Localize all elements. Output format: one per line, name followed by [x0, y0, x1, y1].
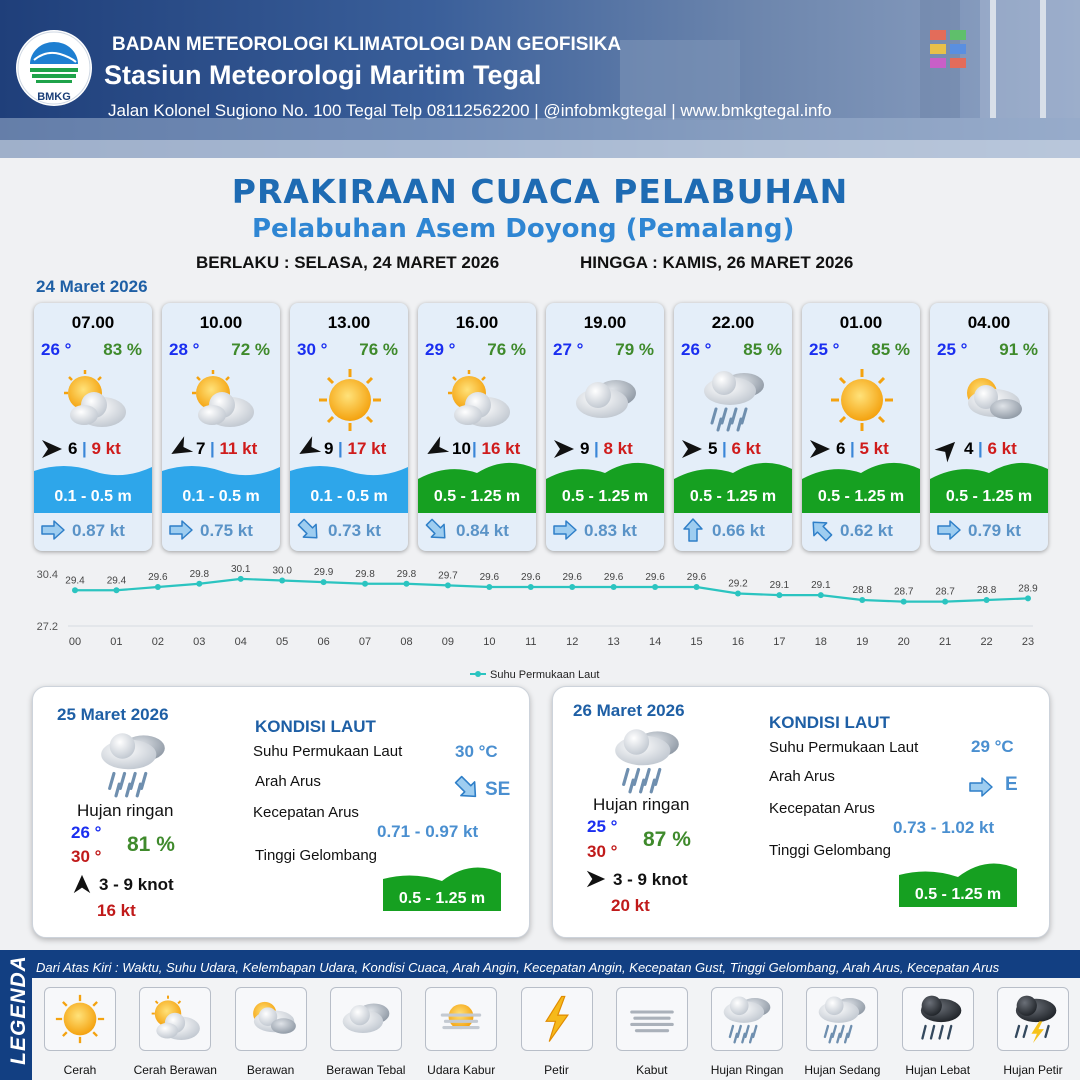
day3-panel [552, 686, 1050, 938]
day3-current-speed: 0.73 - 1.02 kt [893, 818, 995, 837]
legend-item-label: Hujan Lebat [905, 1063, 971, 1077]
east-arrow-icon [680, 437, 704, 461]
legend-item-cerah [44, 987, 116, 1051]
y-tick-label: 27.2 [36, 621, 58, 633]
data-label: 29.6 [562, 572, 582, 583]
data-point [611, 584, 617, 590]
day3-wave-label: Tinggi Gelombang [769, 842, 892, 859]
day3-condition: Hujan ringan [593, 795, 690, 814]
svg-text:BMKG: BMKG [37, 91, 71, 103]
up-arrow-icon [681, 517, 705, 543]
data-label: 29.6 [603, 572, 624, 583]
forecast-humidity: 76 % [487, 340, 526, 359]
data-label: 29.8 [355, 568, 375, 580]
forecast-gust-value: 5 kt [859, 439, 889, 458]
forecast-current-speed: 0.79 kt [968, 521, 1021, 540]
forecast-time: 19.00 [583, 313, 627, 332]
x-tick-label: 01 [110, 636, 123, 648]
right-arrow-icon [552, 518, 578, 542]
berawan-icon [243, 993, 299, 1045]
data-label: 29.6 [521, 572, 541, 583]
forecast-gust: | 17 kt [338, 439, 387, 458]
forecast-gust-value: 9 kt [91, 439, 121, 458]
data-label: 29.6 [686, 572, 707, 583]
x-tick-label: 08 [400, 636, 413, 648]
x-tick-label: 18 [814, 636, 827, 648]
right-arrow-icon [936, 518, 962, 542]
organization-name: BADAN METEOROLOGI KLIMATOLOGI DAN GEOFISIKA [112, 34, 622, 55]
forecast-wind-speed: 5 [708, 439, 718, 458]
forecast-temperature: 25 ° [809, 340, 840, 359]
day2-temp-max: 30 ° [71, 847, 102, 866]
data-point [1025, 595, 1031, 601]
x-tick-label: 19 [856, 636, 869, 648]
forecast-humidity: 85 % [743, 340, 782, 359]
legend-item-kabut [616, 987, 688, 1051]
data-label: 29.6 [479, 572, 500, 583]
data-point [859, 597, 865, 603]
data-point [155, 584, 161, 590]
forecast-current-speed: 0.83 kt [584, 521, 637, 540]
petir-icon [529, 993, 585, 1045]
kabut-icon [624, 993, 680, 1045]
x-tick-label: 09 [441, 636, 455, 648]
chart-legend-label: Suhu Permukaan Laut [490, 669, 600, 681]
header-banner [0, 0, 1080, 158]
cerah-berawan-icon [186, 367, 258, 433]
data-point [445, 582, 451, 588]
forecast-wind-speed: 7 [196, 439, 206, 458]
legend-item-hujan-ringan [711, 987, 783, 1051]
forecast-wind-speed: 4 [964, 439, 974, 458]
forecast-humidity: 83 % [103, 340, 142, 359]
udara-kabur-icon [433, 993, 489, 1045]
right-arrow-icon [967, 775, 995, 799]
data-point [694, 584, 700, 590]
legend-item-udara-kabur [425, 987, 497, 1051]
forecast-gust: | 5 kt [850, 439, 889, 458]
forecast-temperature: 29 ° [425, 340, 456, 359]
x-tick-label: 00 [68, 636, 82, 648]
forecast-time: 01.00 [839, 313, 883, 332]
down-right-arrow-icon [291, 512, 326, 547]
data-point [72, 587, 78, 593]
day2-wave-label: Tinggi Gelombang [255, 847, 378, 864]
day3-wave-height: 0.5 - 1.25 m [914, 886, 1002, 903]
data-label: 28.8 [976, 585, 997, 596]
data-point [818, 592, 824, 598]
data-label: 29.9 [313, 567, 334, 579]
day2-wind-speed: 3 - 9 knot [99, 875, 174, 894]
data-point [238, 576, 244, 582]
x-tick-label: 23 [1021, 636, 1035, 648]
day3-wind-speed: 3 - 9 knot [613, 870, 688, 889]
x-tick-label: 04 [234, 636, 247, 648]
forecast-humidity: 76 % [359, 340, 398, 359]
cerah-berawan-icon [58, 367, 130, 433]
x-tick-label: 20 [897, 636, 910, 648]
forecast-wave-height: 0.5 - 1.25 m [945, 488, 1033, 505]
east-arrow-icon [40, 437, 64, 461]
forecast-gust-value: 6 kt [987, 439, 1017, 458]
forecast-wave-height: 0.5 - 1.25 m [561, 488, 649, 505]
hujan-ringan-icon [607, 725, 687, 795]
data-point [486, 584, 492, 590]
legend-item-label: Berawan [246, 1063, 295, 1077]
forecast-time: 22.00 [711, 313, 755, 332]
day3-current-speed-label: Kecepatan Arus [769, 800, 875, 817]
berawan-tebal-icon [338, 993, 394, 1045]
forecast-card [34, 303, 152, 551]
x-tick-label: 17 [773, 636, 786, 648]
legend-marker [475, 671, 481, 677]
x-tick-label: 14 [648, 636, 662, 648]
legend-item-petir [521, 987, 593, 1051]
legend-item-berawan [235, 987, 307, 1051]
legend-item-cerah-berawan [139, 987, 211, 1051]
east-arrow-icon [585, 868, 607, 890]
legend-item-label: Hujan Petir [1003, 1063, 1063, 1077]
data-point [113, 587, 119, 593]
legend-item-label: Hujan Ringan [710, 1063, 784, 1077]
legend-item-hujan-petir [997, 987, 1069, 1051]
forecast-humidity: 79 % [615, 340, 654, 359]
hujan-petir-icon [1005, 993, 1061, 1045]
forecast-card [802, 303, 920, 551]
data-point [362, 581, 368, 587]
day2-current-dir-label: Arah Arus [255, 773, 321, 790]
forecast-humidity: 85 % [871, 340, 910, 359]
forecast-wave-height: 0.5 - 1.25 m [689, 488, 777, 505]
data-point [569, 584, 575, 590]
data-label: 29.7 [438, 570, 458, 582]
berawan-tebal-icon [570, 367, 642, 433]
day3-humidity: 87 % [643, 828, 691, 851]
validity-to: HINGGA : KAMIS, 26 MARET 2026 [580, 253, 854, 272]
x-tick-label: 15 [690, 636, 703, 648]
cerah-berawan-icon [147, 993, 203, 1045]
day3-date: 26 Maret 2026 [573, 701, 685, 720]
data-point [196, 581, 202, 587]
data-point [735, 591, 741, 597]
data-label: 29.2 [728, 578, 748, 590]
forecast-temperature: 30 ° [297, 340, 328, 359]
day2-sea-title: KONDISI LAUT [255, 717, 376, 736]
forecast-temperature: 26 ° [41, 340, 72, 359]
data-label: 29.6 [148, 572, 168, 583]
x-tick-label: 06 [317, 636, 330, 648]
x-tick-label: 10 [483, 636, 496, 648]
forecast-gust-value: 16 kt [481, 439, 521, 458]
hujan-ringan-icon [698, 367, 770, 433]
legend-item-berawan-tebal [330, 987, 402, 1051]
berawan-icon [954, 367, 1026, 433]
forecast-gust: | 6 kt [722, 439, 761, 458]
data-label: 28.7 [893, 586, 914, 598]
right-arrow-icon [168, 518, 194, 542]
data-point [528, 584, 534, 590]
forecast-gust: | 11 kt [210, 439, 258, 458]
day3-sst-label: Suhu Permukaan Laut [769, 739, 919, 756]
day2-temp-min: 26 ° [71, 823, 102, 842]
sst-series-line [75, 579, 1028, 602]
forecast-gust-value: 6 kt [731, 439, 761, 458]
day1-date: 24 Maret 2026 [36, 277, 148, 296]
right-arrow-icon [40, 518, 66, 542]
forecast-card [930, 303, 1048, 551]
forecast-current-speed: 0.84 kt [456, 521, 509, 540]
data-point [901, 599, 907, 605]
forecast-card [290, 303, 408, 551]
data-label: 29.1 [769, 580, 790, 592]
forecast-humidity: 91 % [999, 340, 1038, 359]
data-label: 29.1 [811, 580, 831, 592]
cerah-berawan-icon [442, 367, 514, 433]
day2-date: 25 Maret 2026 [57, 705, 169, 724]
forecast-current-speed: 0.73 kt [328, 521, 381, 540]
x-tick-label: 21 [939, 636, 952, 648]
bmkg-logo [16, 30, 92, 106]
forecast-gust-value: 11 kt [219, 439, 258, 458]
legend-item-label: Cerah [63, 1063, 97, 1077]
day3-gust: 20 kt [611, 896, 650, 915]
day3-temp-max: 30 ° [587, 842, 618, 861]
forecast-temperature: 26 ° [681, 340, 712, 359]
data-label: 29.4 [106, 575, 127, 587]
sea-surface-temperature-chart [28, 560, 1068, 690]
x-tick-label: 13 [607, 636, 620, 648]
forecast-time: 13.00 [327, 313, 371, 332]
day2-sst-label: Suhu Permukaan Laut [253, 743, 403, 760]
east-arrow-icon [552, 437, 576, 461]
y-tick-label: 30.4 [36, 569, 58, 581]
day3-current-dir: E [1005, 774, 1018, 795]
day2-current-dir: SE [485, 779, 511, 800]
forecast-current-speed: 0.87 kt [72, 521, 125, 540]
data-label: 29.8 [396, 568, 417, 580]
data-label: 29.6 [645, 572, 665, 583]
forecast-time: 04.00 [967, 313, 1011, 332]
forecast-current-speed: 0.66 kt [712, 521, 765, 540]
forecast-gust: | 8 kt [594, 439, 633, 458]
day3-sea-title: KONDISI LAUT [769, 713, 890, 732]
data-label: 28.7 [935, 586, 955, 598]
day2-current-speed: 0.71 - 0.97 kt [377, 822, 479, 841]
forecast-temperature: 28 ° [169, 340, 200, 359]
hujan-ringan-icon [719, 993, 775, 1045]
data-point [942, 599, 948, 605]
legend-item-label: Kabut [636, 1063, 668, 1077]
cerah-icon [314, 367, 386, 433]
forecast-wave-height: 0.1 - 0.5 m [310, 488, 388, 505]
forecast-card [418, 303, 536, 551]
data-label: 30.1 [231, 563, 251, 575]
forecast-wave-height: 0.5 - 1.25 m [817, 488, 905, 505]
legend-item-label: Cerah Berawan [133, 1063, 217, 1077]
legend-item-label: Hujan Sedang [804, 1063, 881, 1077]
day2-current-speed-label: Kecepatan Arus [253, 804, 359, 821]
day2-condition: Hujan ringan [77, 801, 174, 820]
data-point [652, 584, 658, 590]
day2-panel [32, 686, 530, 938]
data-label: 29.4 [65, 575, 85, 587]
up-left-arrow-icon [803, 512, 838, 547]
day3-temp-min: 25 ° [587, 817, 618, 836]
forecast-gust: | 6 kt [978, 439, 1017, 458]
day2-sst: 30 °C [455, 742, 498, 761]
forecast-wind-speed: 6 [68, 439, 78, 458]
forecast-wind-speed: 9 [580, 439, 590, 458]
station-address: Jalan Kolonel Sugiono No. 100 Tegal Telp 08112562200 | @infobmkgtegal | www.bmkgtegal.info [108, 101, 832, 120]
x-tick-label: 03 [193, 636, 206, 648]
data-point [279, 578, 285, 584]
hujan-lebat-icon [910, 993, 966, 1045]
forecast-gust: | 9 kt [82, 439, 121, 458]
x-tick-label: 07 [358, 636, 372, 648]
forecast-wind-speed: 9 [324, 439, 334, 458]
forecast-time: 10.00 [199, 313, 243, 332]
forecast-time: 07.00 [71, 313, 115, 332]
data-label: 28.8 [852, 585, 872, 596]
forecast-current-speed: 0.62 kt [840, 521, 893, 540]
down-right-arrow-icon [448, 769, 486, 807]
legend-item-label: Petir [544, 1063, 569, 1077]
day2-gust: 16 kt [97, 901, 136, 920]
forecast-humidity: 72 % [231, 340, 270, 359]
legend-description: Dari Atas Kiri : Waktu, Suhu Udara, Kelembapan Udara, Kondisi Cuaca, Arah Angin, Kecepatan Angin, Kecepatan Gust, Tinggi Gelombang, Arah Arus, Kecepatan Arus [36, 960, 1000, 975]
forecast-wave-height: 0.5 - 1.25 m [433, 488, 521, 505]
legend-label: LEGENDA [7, 955, 30, 1065]
day2-wave-height: 0.5 - 1.25 m [398, 890, 486, 907]
day3-sst: 29 °C [971, 737, 1014, 756]
data-point [984, 597, 990, 603]
day3-current-dir-label: Arah Arus [769, 768, 835, 785]
forecast-wave-height: 0.1 - 0.5 m [54, 488, 132, 505]
forecast-wave-height: 0.1 - 0.5 m [182, 488, 260, 505]
data-label: 29.8 [189, 568, 210, 580]
cerah-icon [826, 367, 898, 433]
data-point [321, 579, 327, 585]
data-label: 28.9 [1018, 583, 1038, 595]
legend-item-hujan-sedang [806, 987, 878, 1051]
station-name: Stasiun Meteorologi Maritim Tegal [104, 60, 542, 90]
hujan-sedang-icon [814, 993, 870, 1045]
forecast-gust-value: 17 kt [347, 439, 387, 458]
east-arrow-icon [808, 437, 832, 461]
forecast-temperature: 27 ° [553, 340, 584, 359]
x-tick-label: 22 [980, 636, 993, 648]
x-tick-label: 16 [731, 636, 745, 648]
page-subtitle: Pelabuhan Asem Doyong (Pemalang) [252, 214, 795, 244]
forecast-wind-speed: 10 [452, 439, 471, 458]
day2-humidity: 81 % [127, 833, 175, 856]
hujan-ringan-icon [93, 729, 173, 799]
forecast-card [546, 303, 664, 551]
data-point [776, 592, 782, 598]
legend-item-hujan-lebat [902, 987, 974, 1051]
x-tick-label: 11 [525, 636, 537, 648]
x-tick-label: 12 [566, 636, 579, 648]
data-point [403, 581, 409, 587]
forecast-wind-speed: 6 [836, 439, 846, 458]
legend-item-label: Berawan Tebal [326, 1063, 406, 1077]
down-right-arrow-icon [419, 512, 454, 547]
x-tick-label: 05 [276, 636, 289, 648]
forecast-card [674, 303, 792, 551]
page-title: PRAKIRAAN CUACA PELABUHAN [231, 172, 849, 211]
north-arrow-icon [71, 873, 93, 895]
data-label: 30.0 [272, 565, 292, 577]
legend-item-label: Udara Kabur [427, 1063, 496, 1077]
forecast-gust: | 16 kt [472, 439, 521, 458]
x-tick-label: 02 [151, 636, 164, 648]
forecast-temperature: 25 ° [937, 340, 968, 359]
forecast-time: 16.00 [455, 313, 499, 332]
forecast-card [162, 303, 280, 551]
forecast-current-speed: 0.75 kt [200, 521, 253, 540]
validity-from: BERLAKU : SELASA, 24 MARET 2026 [196, 253, 500, 272]
forecast-gust-value: 8 kt [603, 439, 633, 458]
cerah-icon [52, 993, 108, 1045]
